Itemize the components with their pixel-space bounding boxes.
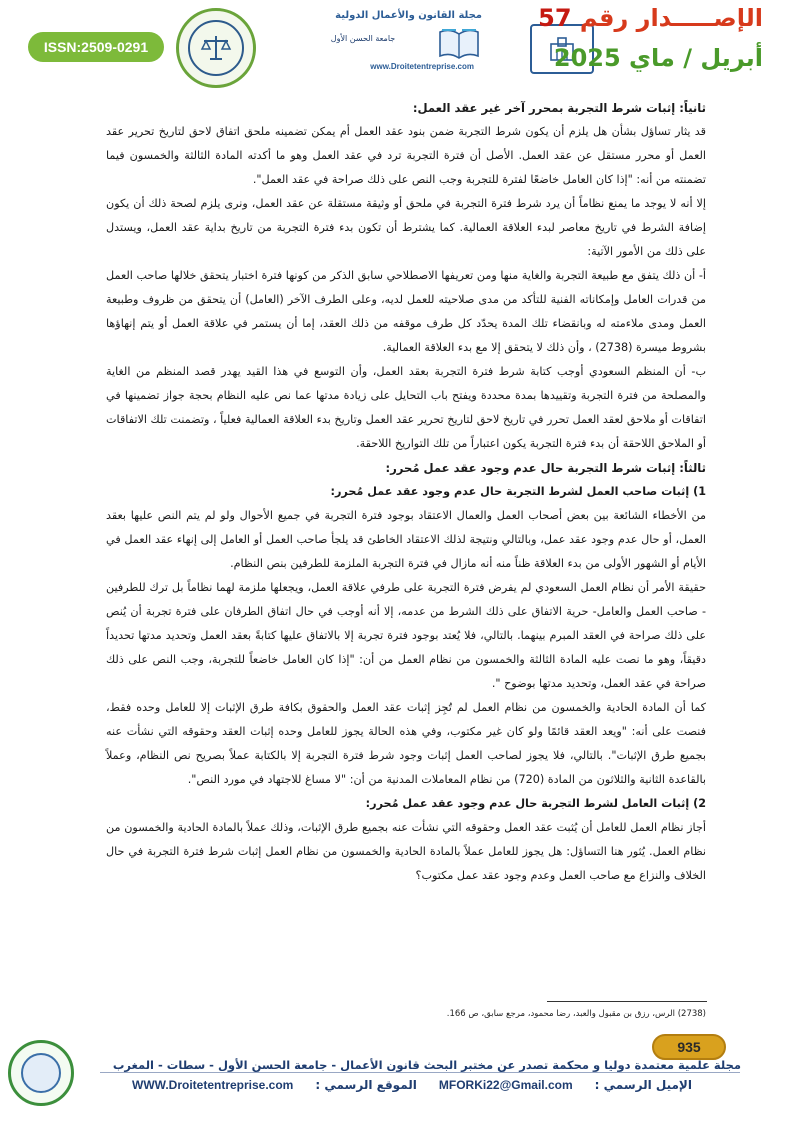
site-label: الموقع الرسمي : [315,1078,417,1092]
page-number-badge [652,1034,726,1060]
paragraph: قد يثار تساؤل بشأن هل يلزم أن يكون شرط التجربة ضمن بنود عقد العمل أم يمكن تضمينه ملحق اتفاق لاحق لتاريخ تحرير عقد العمل أو محرر مستقل عن عقد العمل. الأصل أن فترة التجربة ترد في عقد العمل وهو ما أكدته المادة الثالثة والخمسون فيما تضمنته من أنه: "إذا كان العامل خاضعًا لفترة للتجربة وجب النص على ذلك صراحة في عقد العمل". [106,125,706,186]
website-link[interactable]: WWW.Droitetentreprise.com [132,1078,294,1092]
email-link[interactable]: MFORKi22@Gmail.com [438,1078,573,1092]
issue-label: الإصـــــدار رقم [579,4,763,32]
paragraph: كما أن المادة الحادية والخمسون من نظام العمل لم تُجِز إثبات عقد العمل والحقوق بكافة طرق الإثبات إلا للعامل وحده فقط، فنصت على أنه: "ويعد العقد قائمًا ولو كان غير مكتوب، وفي هذه الحالة يجوز للعامل وحده إثبات العقد وحقوقه التي نشأت عنه بجميع طرق الإثبات". بالتالي، فلا يجوز لصاحب العمل إثبات وجود شرط فترة التجربة إلا بالكتابة عملاً بصريح نص النظام، وعملاً بالقاعدة الثانية والثلاثون من المادة (720) من نظام المعاملات المدنية من أن: "لا مساغ للاجتهاد في مورد النص". [106,701,706,786]
seal-emblem-icon [21,1053,61,1093]
university-name: جامعة الحسن الأول [330,34,396,43]
lab-logo [176,8,256,88]
footnote-divider [547,1001,707,1002]
issue-date: أبريل / ماي 2025 [553,44,763,72]
section-heading: ثانياً: إثبات شرط التجربة بمحرر آخر غير عقد العمل: [412,101,706,115]
footnote: (2738) الرس، رزق بن مقبول والعبد، رضا محمود، مرجع سابق، ص 166. [446,1009,706,1019]
scales-icon [188,20,244,76]
issn-badge: ISSN:2509-0291 [28,32,164,62]
issue-number [538,4,763,32]
book-icon [436,26,482,60]
footer-divider [100,1072,740,1073]
paragraph: حقيقة الأمر أن نظام العمل السعودي لم يفرض فترة التجربة على طرفي علاقة العمل، ويجعلها ملزمة لهما نظاماً بل ترك للطرفين - صاحب العمل والعامل- حرية الاتفاق على ذلك الشرط من عدمه، إلا أنه أوجب في حال اتفاق الطرفان على فترة تجربة أن يُنص على ذلك صراحة في العقد المبرم بينهما. بالتالي، فلا يُعتد بوجود فترة تجربة إلا بالاتفاق عليها كتابةً بعقد العمل وتحديد مدتها تحديداً دقيقاً، وهو ما نصت عليه المادة الثالثة والخمسون من نظام العمل من أن: "إذا كان العامل خاضعاً للتجربة، وجب النص على ذلك صراحة في عقد العمل، وتحديد مدتها بوضوح ". [106,581,706,690]
journal-name: مجلة القانون والأعمال الدولية [335,10,482,21]
journal-logo [262,6,482,74]
paragraph: أجاز نظام العمل للعامل أن يُثبت عقد العمل وحقوقه التي نشأت عنه بجميع طرق الإثبات، وذلك عملاً بالمادة الحادية والخمسون من نظام العمل. يُثور هنا التساؤل: هل يجوز للعامل عملاً بالمادة الحادية والخمسون من نظام العمل إثبات شرط فترة التجربة في حال الخلاف والنزاع مع صاحب العمل وعدم وجود عقد عمل مكتوب؟ [106,821,706,882]
section-heading: ثالثاً: إثبات شرط التجربة حال عدم وجود عقد عمل مُحرر: [385,461,706,475]
subsection-heading: 2) إثبات العامل لشرط التجربة حال عدم وجود عقد عمل مُحرر: [365,797,706,810]
page-header [0,0,793,92]
paragraph: أ- أن ذلك يتفق مع طبيعة التجربة والغاية منها ومن تعريفها الاصطلاحي سابق الذكر من كونها فترة اختبار يتحقق خلالها صاحب العمل من قدرات العامل وإمكاناته الفنية للتأكد من مدى صلاحيته للعمل لديه، وعلى الطرف الآخر (العامل) أن يتحقق من ظروف وطبيعة العمل ومدى ملاءمته له وبانقضاء تلك المدة يحدّد كل طرف موقفه من ذلك العقد، إما أن يستمر في علاقة العمل أو يتم إنهاؤها بشروط ميسرة (2738) ، وأن ذلك لا يتحقق إلا مع بدء العلاقة العمالية. [106,269,706,354]
author-seal [8,1040,74,1106]
footer-contact [132,1078,692,1092]
article-body [106,96,706,888]
paragraph: إلا أنه لا يوجد ما يمنع نظاماً أن يرد شرط فترة التجربة في ملحق أو وثيقة مستقلة عن عقد العمل، ونرى يلزم لصحة ذلك أن يكون إضافة الشرط في تاريخ معاصر لبدء العلاقة العمالية. كما يشترط أن تكون بدء فترة التجربة من تاريخ بداية عقد العمل، ويستدل على ذلك من الأمور الآتية: [106,197,706,258]
email-label: الإميل الرسمي : [594,1078,692,1092]
subsection-heading: 1) إثبات صاحب العمل لشرط التجربة حال عدم وجود عقد عمل مُحرر: [330,485,706,498]
page-number: 935 [677,1039,701,1055]
paragraph: ب- أن المنظم السعودي أوجب كتابة شرط فترة التجربة بعقد العمل، وأن التوسع في هذا القيد يهدر قصد المنظم من الغاية والمصلحة من فترة التجربة وتقييدها بمدة محددة ويفتح باب التحايل على زيادة مدتها عما نص عليه النظام بحجة جواز تضمينها في اتفاقات أو ملاحق لعقد العمل تحرر في تاريخ لاحق لتاريخ تحرير عقد العمل وتاريخ بدء العلاقة العمالية فعلياً ، وتضمنت تلك الاتفاقات أو الملاحق اللاحقة أن بدء فترة التجربة يكون اعتباراً من تلك التواريخ اللاحقة. [106,365,706,450]
issue-number-value: 57 [538,4,572,32]
journal-description: مجلة علمية معتمدة دوليا و محكمة تصدر عن مختبر البحث قانون الأعمال - جامعة الحسن الأول - سطات - المغرب [112,1058,741,1072]
journal-url: www.Droitetentreprise.com [370,62,474,71]
paragraph: من الأخطاء الشائعة بين بعض أصحاب العمل والعمال الاعتقاد بوجود فترة التجربة في جميع الأحوال ولو لم يتم النص عليها بعقد العمل، أو حال عدم وجود عقد عمل، وبالتالي ونتيجة لذلك الاعتقاد الخاطئ قد يلجأ صاحب العمل أو العامل إلى إنهاء عقد العمل في الأيام أو الشهور الأولى من بدء العلاقة ظناً منه أنه مازال في فترة التجربة الملزمة للطرفين بنص النظام. [106,509,706,570]
